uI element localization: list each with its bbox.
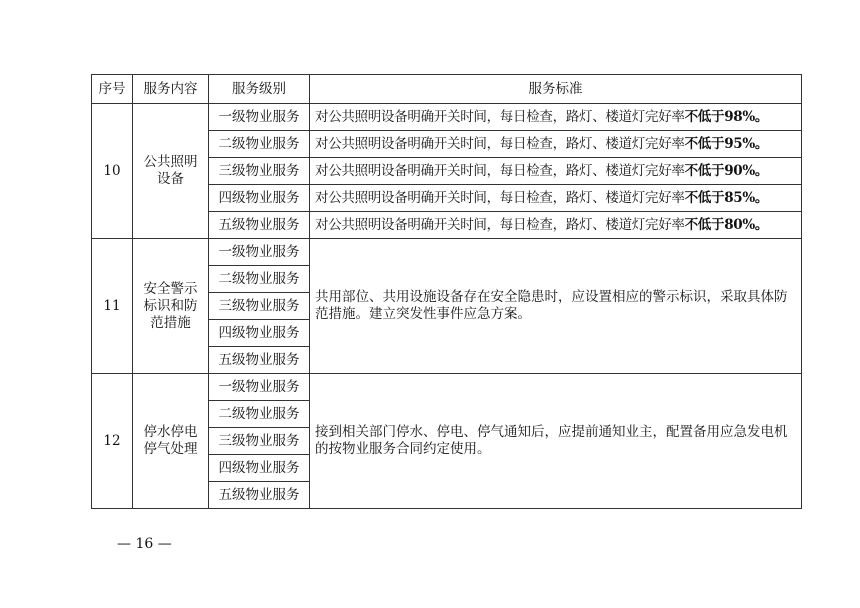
service-level: 四级物业服务 (209, 455, 310, 482)
service-level: 一级物业服务 (209, 104, 310, 131)
header-content: 服务内容 (133, 75, 209, 104)
service-standard: 对公共照明设备明确开关时间，每日检查，路灯、楼道灯完好率不低于85%。 (310, 185, 802, 212)
service-standard: 对公共照明设备明确开关时间，每日检查，路灯、楼道灯完好率不低于90%。 (310, 158, 802, 185)
row-number: 12 (92, 374, 133, 509)
service-content: 停水停电停气处理 (133, 374, 209, 509)
table-row (92, 104, 802, 131)
service-standard: 接到相关部门停水、停电、停气通知后，应提前通知业主，配置备用应急发电机的按物业服务合同约定使用。 (310, 374, 802, 509)
service-level: 二级物业服务 (209, 131, 310, 158)
service-standard: 对公共照明设备明确开关时间，每日检查，路灯、楼道灯完好率不低于98%。 (310, 104, 802, 131)
table-header-row (92, 75, 802, 104)
header-standard: 服务标准 (310, 75, 802, 104)
row-number: 11 (92, 239, 133, 374)
table-row (92, 239, 802, 266)
row-number: 10 (92, 104, 133, 239)
header-level: 服务级别 (209, 75, 310, 104)
service-level: 三级物业服务 (209, 158, 310, 185)
service-content: 公共照明设备 (133, 104, 209, 239)
service-level: 二级物业服务 (209, 401, 310, 428)
service-standard: 对公共照明设备明确开关时间，每日检查，路灯、楼道灯完好率不低于80%。 (310, 212, 802, 239)
service-standard: 对公共照明设备明确开关时间，每日检查，路灯、楼道灯完好率不低于95%。 (310, 131, 802, 158)
service-level: 一级物业服务 (209, 239, 310, 266)
service-level: 三级物业服务 (209, 428, 310, 455)
service-level: 五级物业服务 (209, 482, 310, 509)
service-level: 四级物业服务 (209, 185, 310, 212)
service-level: 四级物业服务 (209, 320, 310, 347)
header-no: 序号 (92, 75, 133, 104)
service-level: 三级物业服务 (209, 293, 310, 320)
page-number: — 16 — (117, 536, 172, 552)
service-level: 一级物业服务 (209, 374, 310, 401)
service-standard: 共用部位、共用设施设备存在安全隐患时，应设置相应的警示标识，采取具体防范措施。建立突发性事件应急方案。 (310, 239, 802, 374)
service-level: 二级物业服务 (209, 266, 310, 293)
service-level: 五级物业服务 (209, 212, 310, 239)
service-content: 安全警示标识和防范措施 (133, 239, 209, 374)
table-row (92, 374, 802, 401)
service-standard-table (91, 74, 802, 509)
service-level: 五级物业服务 (209, 347, 310, 374)
